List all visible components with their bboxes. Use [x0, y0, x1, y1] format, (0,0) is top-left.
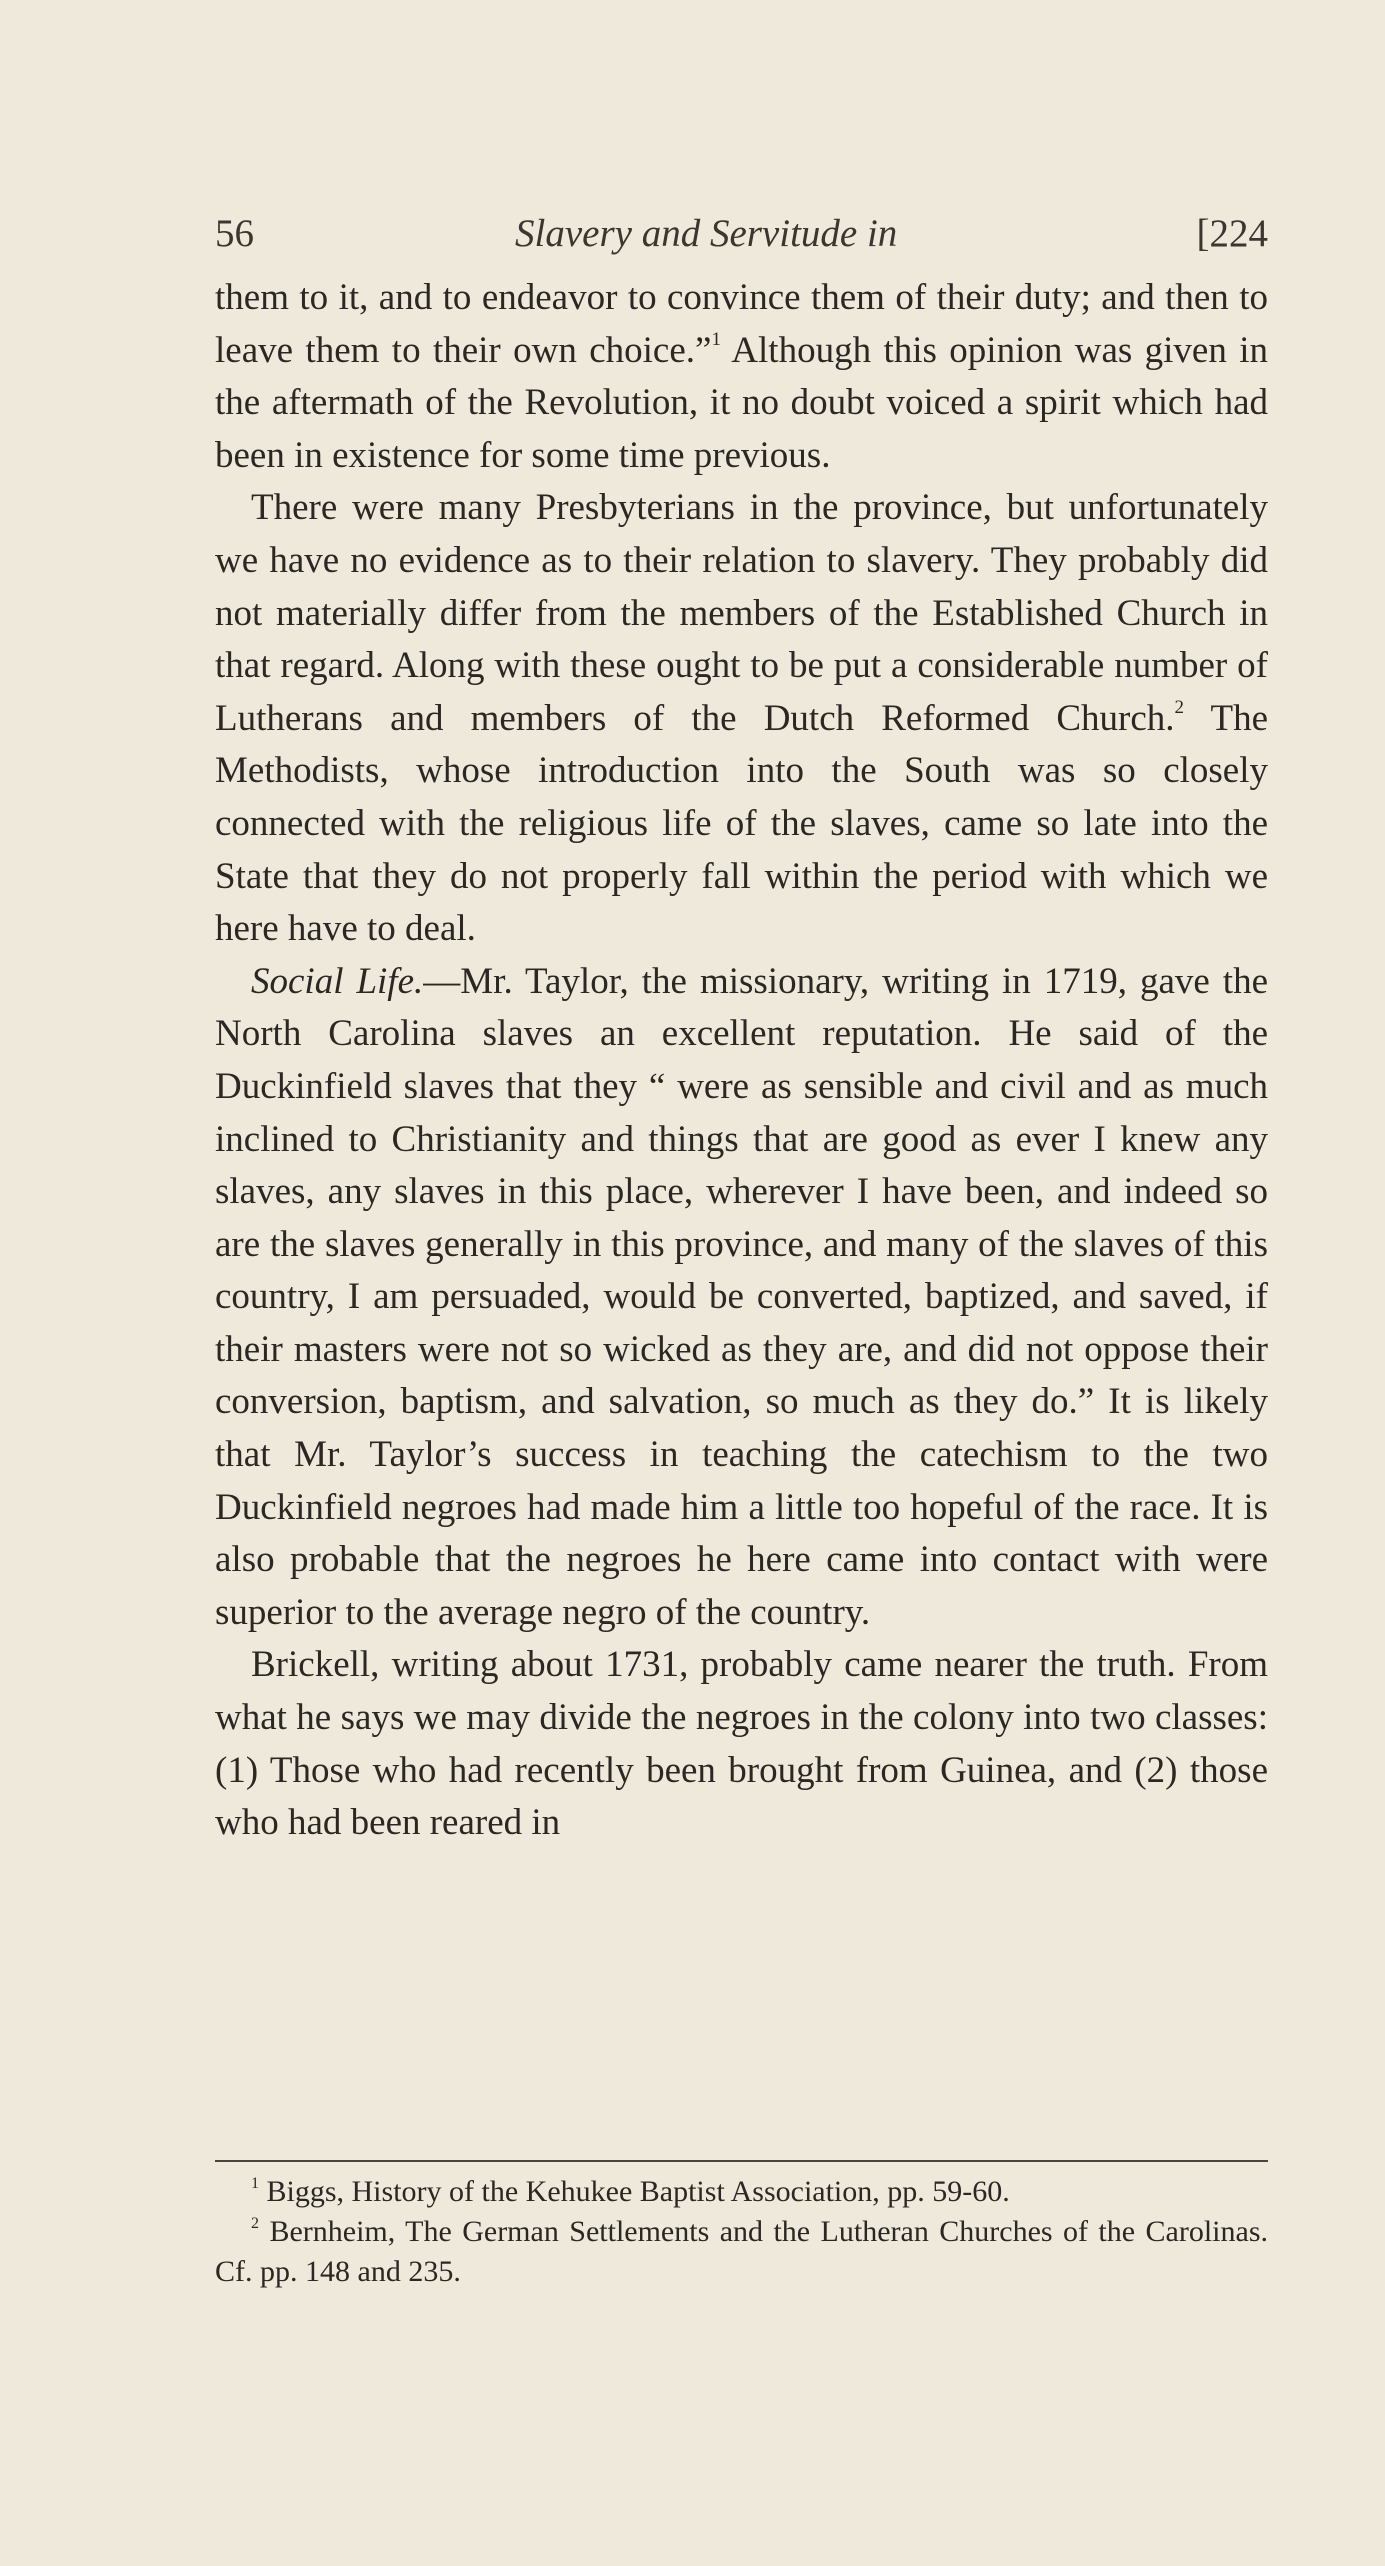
footnote-1-text: Biggs, History of the Kehukee Baptist Association, pp. 59-60. [259, 2175, 1010, 2208]
paragraph-2-text-a: There were many Presbyterians in the province, but unfortunately we have no evidence as to their relation to slavery. They probably did not materially differ from the members of the Established Church in that regard. Along with these ought to be put a considerable number of Lutherans and members of the Dutch Reformed Church. [215, 487, 1268, 739]
footnote-ref-2: 2 [1174, 697, 1184, 719]
body-text [215, 272, 1268, 1850]
running-head [215, 208, 1268, 260]
footnote-mark-1: 1 [251, 2175, 259, 2192]
paragraph-2 [215, 482, 1268, 955]
paragraph-1-text-b: Although this opinion was given in the aftermath of the Revolution, it no doubt voiced a spirit which had been in existence for some time previous. [215, 329, 1268, 476]
footnote-2 [215, 2212, 1268, 2292]
paragraph-2-text-b: The Methodists, whose introduction into the South was so closely connected with the religious life of the slaves, came so late into the State that they do not properly fall within the period with which we here have to deal. [215, 697, 1268, 950]
bracket-page-number: [224 [1196, 212, 1268, 255]
page-number: 56 [215, 212, 254, 255]
footnote-2-text: Bernheim, The German Settlements and the Lutheran Churches of the Carolinas. Cf. pp. 148 and 235. [215, 2215, 1268, 2288]
running-title: Slavery and Servitude in [515, 212, 898, 255]
footnote-rule [215, 2160, 1268, 2162]
footnotes [215, 2172, 1268, 2292]
footnote-ref-1: 1 [711, 329, 721, 351]
paragraph-1 [215, 272, 1268, 482]
paragraph-4-text: Brickell, writing about 1731, probably came nearer the truth. From what he says we may divide the negroes in the colony into two classes: (1) Those who had recently been brought from Guinea, and (2) those who had been reared in [215, 1644, 1268, 1844]
footnote-mark-2: 2 [251, 2215, 259, 2232]
paragraph-3-text: —Mr. Taylor, the missionary, writing in 1719, gave the North Carolina slaves an excellent reputation. He said of the Duckinfield slaves that they “ were as sensible and civil and as much inclined to Christianity and things that are good as ever I knew any slaves, any slaves in this place, wherever I have been, and indeed so are the slaves generally in this province, and many of the slaves of this country, I am persuaded, would be converted, baptized, and saved, if their masters were not so wicked as they are, and did not oppose their conversion, baptism, and salvation, so much as they do.” It is likely that Mr. Taylor’s success in teaching the catechism to the two Duckinfield negroes had made him a little too hopeful of the race. It is also probable that the negroes he here came into contact with were superior to the average negro of the country. [215, 960, 1268, 1633]
footnote-1 [215, 2172, 1268, 2212]
paragraph-3 [215, 956, 1268, 1640]
paragraph-4 [215, 1639, 1268, 1849]
section-heading-social-life: Social Life. [251, 960, 424, 1002]
paragraph-1-text-a: them to it, and to endeavor to convince them of their duty; and then to leave them to their own choice.” [215, 277, 1268, 371]
